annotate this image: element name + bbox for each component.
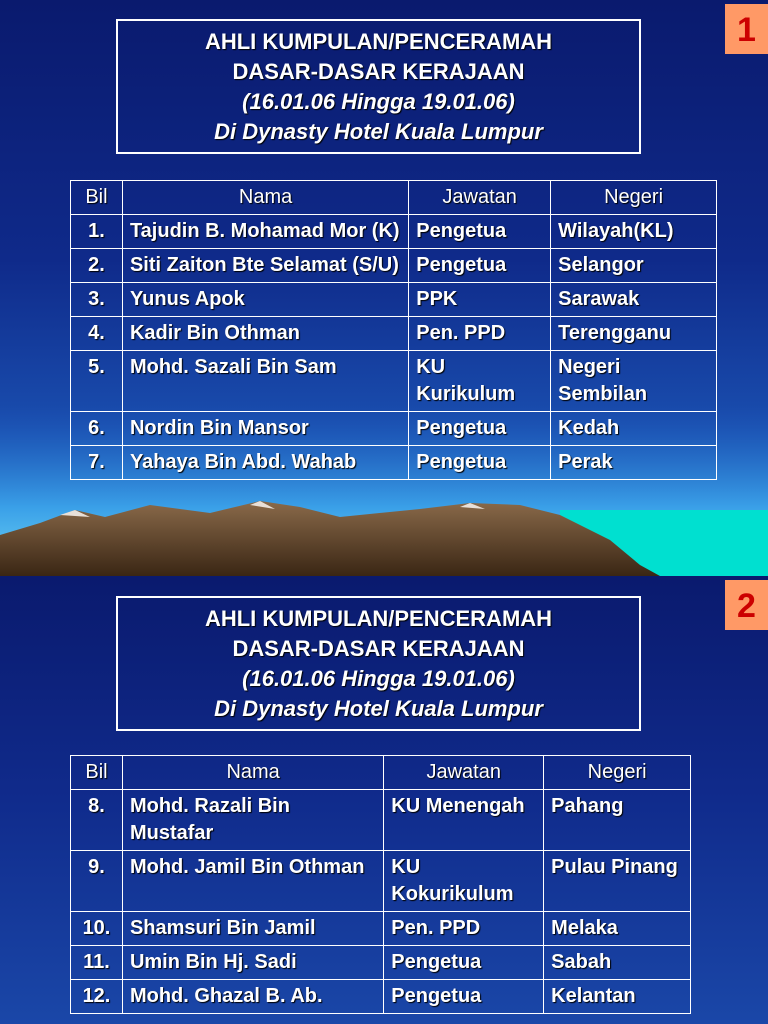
title-line-2: DASAR-DASAR KERAJAAN <box>232 636 525 661</box>
cell-bil: 3. <box>71 283 123 317</box>
cell-negeri: Wilayah(KL) <box>551 215 717 249</box>
cell-nama: Yunus Apok <box>122 283 408 317</box>
slide-number-badge: 1 <box>725 4 768 54</box>
table-row <box>71 946 691 980</box>
cell-nama: Nordin Bin Mansor <box>122 412 408 446</box>
cell-negeri: Pulau Pinang <box>544 851 691 912</box>
cell-negeri: Selangor <box>551 249 717 283</box>
table-row <box>71 851 691 912</box>
table-row <box>71 249 717 283</box>
column-header: Bil <box>71 181 123 215</box>
cell-bil: 8. <box>71 790 123 851</box>
table-row <box>71 215 717 249</box>
table-row <box>71 283 717 317</box>
slide-title-box <box>116 19 641 154</box>
title-venue: Di Dynasty Hotel Kuala Lumpur <box>214 696 543 721</box>
cell-jawatan: Pen. PPD <box>384 912 544 946</box>
cell-nama: Yahaya Bin Abd. Wahab <box>122 446 408 480</box>
cell-nama: Mohd. Razali Bin Mustafar <box>122 790 383 851</box>
table-row <box>71 351 717 412</box>
cell-jawatan: KU Kokurikulum <box>384 851 544 912</box>
cell-bil: 4. <box>71 317 123 351</box>
table-row <box>71 446 717 480</box>
table-header-row <box>71 181 717 215</box>
cell-jawatan: Pengetua <box>409 249 551 283</box>
table-row <box>71 790 691 851</box>
cell-negeri: Kelantan <box>544 980 691 1014</box>
cell-nama: Umin Bin Hj. Sadi <box>122 946 383 980</box>
cell-nama: Mohd. Ghazal B. Ab. <box>122 980 383 1014</box>
table-header-row <box>71 756 691 790</box>
cell-jawatan: Pengetua <box>384 980 544 1014</box>
cell-jawatan: PPK <box>409 283 551 317</box>
title-date-range: (16.01.06 Hingga 19.01.06) <box>242 89 515 114</box>
title-line-1: AHLI KUMPULAN/PENCERAMAH <box>204 606 553 631</box>
cell-bil: 7. <box>71 446 123 480</box>
cell-jawatan: Pengetua <box>409 412 551 446</box>
column-header: Negeri <box>544 756 691 790</box>
title-line-1: AHLI KUMPULAN/PENCERAMAH <box>204 29 553 54</box>
cell-negeri: Perak <box>551 446 717 480</box>
table-row <box>71 317 717 351</box>
cell-jawatan: Pengetua <box>409 446 551 480</box>
slide-2 <box>0 576 768 1024</box>
cell-nama: Tajudin B. Mohamad Mor (K) <box>122 215 408 249</box>
cell-negeri: Melaka <box>544 912 691 946</box>
column-header: Nama <box>122 181 408 215</box>
cell-jawatan: Pen. PPD <box>409 317 551 351</box>
cell-negeri: Kedah <box>551 412 717 446</box>
column-header: Negeri <box>551 181 717 215</box>
column-header: Jawatan <box>409 181 551 215</box>
cell-bil: 1. <box>71 215 123 249</box>
member-table <box>70 180 717 480</box>
cell-nama: Siti Zaiton Bte Selamat (S/U) <box>122 249 408 283</box>
cell-jawatan: KU Kurikulum <box>409 351 551 412</box>
cell-bil: 2. <box>71 249 123 283</box>
cell-nama: Shamsuri Bin Jamil <box>122 912 383 946</box>
cell-negeri: Pahang <box>544 790 691 851</box>
table-row <box>71 412 717 446</box>
cell-jawatan: KU Menengah <box>384 790 544 851</box>
column-header: Jawatan <box>384 756 544 790</box>
cell-bil: 12. <box>71 980 123 1014</box>
title-venue: Di Dynasty Hotel Kuala Lumpur <box>214 119 543 144</box>
title-date-range: (16.01.06 Hingga 19.01.06) <box>242 666 515 691</box>
cell-negeri: Negeri Sembilan <box>551 351 717 412</box>
table-row <box>71 980 691 1014</box>
slide-title-box <box>116 596 641 731</box>
column-header: Bil <box>71 756 123 790</box>
cell-nama: Kadir Bin Othman <box>122 317 408 351</box>
cell-bil: 9. <box>71 851 123 912</box>
cell-nama: Mohd. Sazali Bin Sam <box>122 351 408 412</box>
table-row <box>71 912 691 946</box>
column-header: Nama <box>122 756 383 790</box>
cell-negeri: Sarawak <box>551 283 717 317</box>
title-line-2: DASAR-DASAR KERAJAAN <box>232 59 525 84</box>
cell-bil: 11. <box>71 946 123 980</box>
cell-nama: Mohd. Jamil Bin Othman <box>122 851 383 912</box>
cell-jawatan: Pengetua <box>409 215 551 249</box>
cell-bil: 6. <box>71 412 123 446</box>
cell-bil: 10. <box>71 912 123 946</box>
slide-number-badge: 2 <box>725 580 768 630</box>
cell-negeri: Terengganu <box>551 317 717 351</box>
cell-bil: 5. <box>71 351 123 412</box>
member-table <box>70 755 691 1014</box>
cell-negeri: Sabah <box>544 946 691 980</box>
cell-jawatan: Pengetua <box>384 946 544 980</box>
